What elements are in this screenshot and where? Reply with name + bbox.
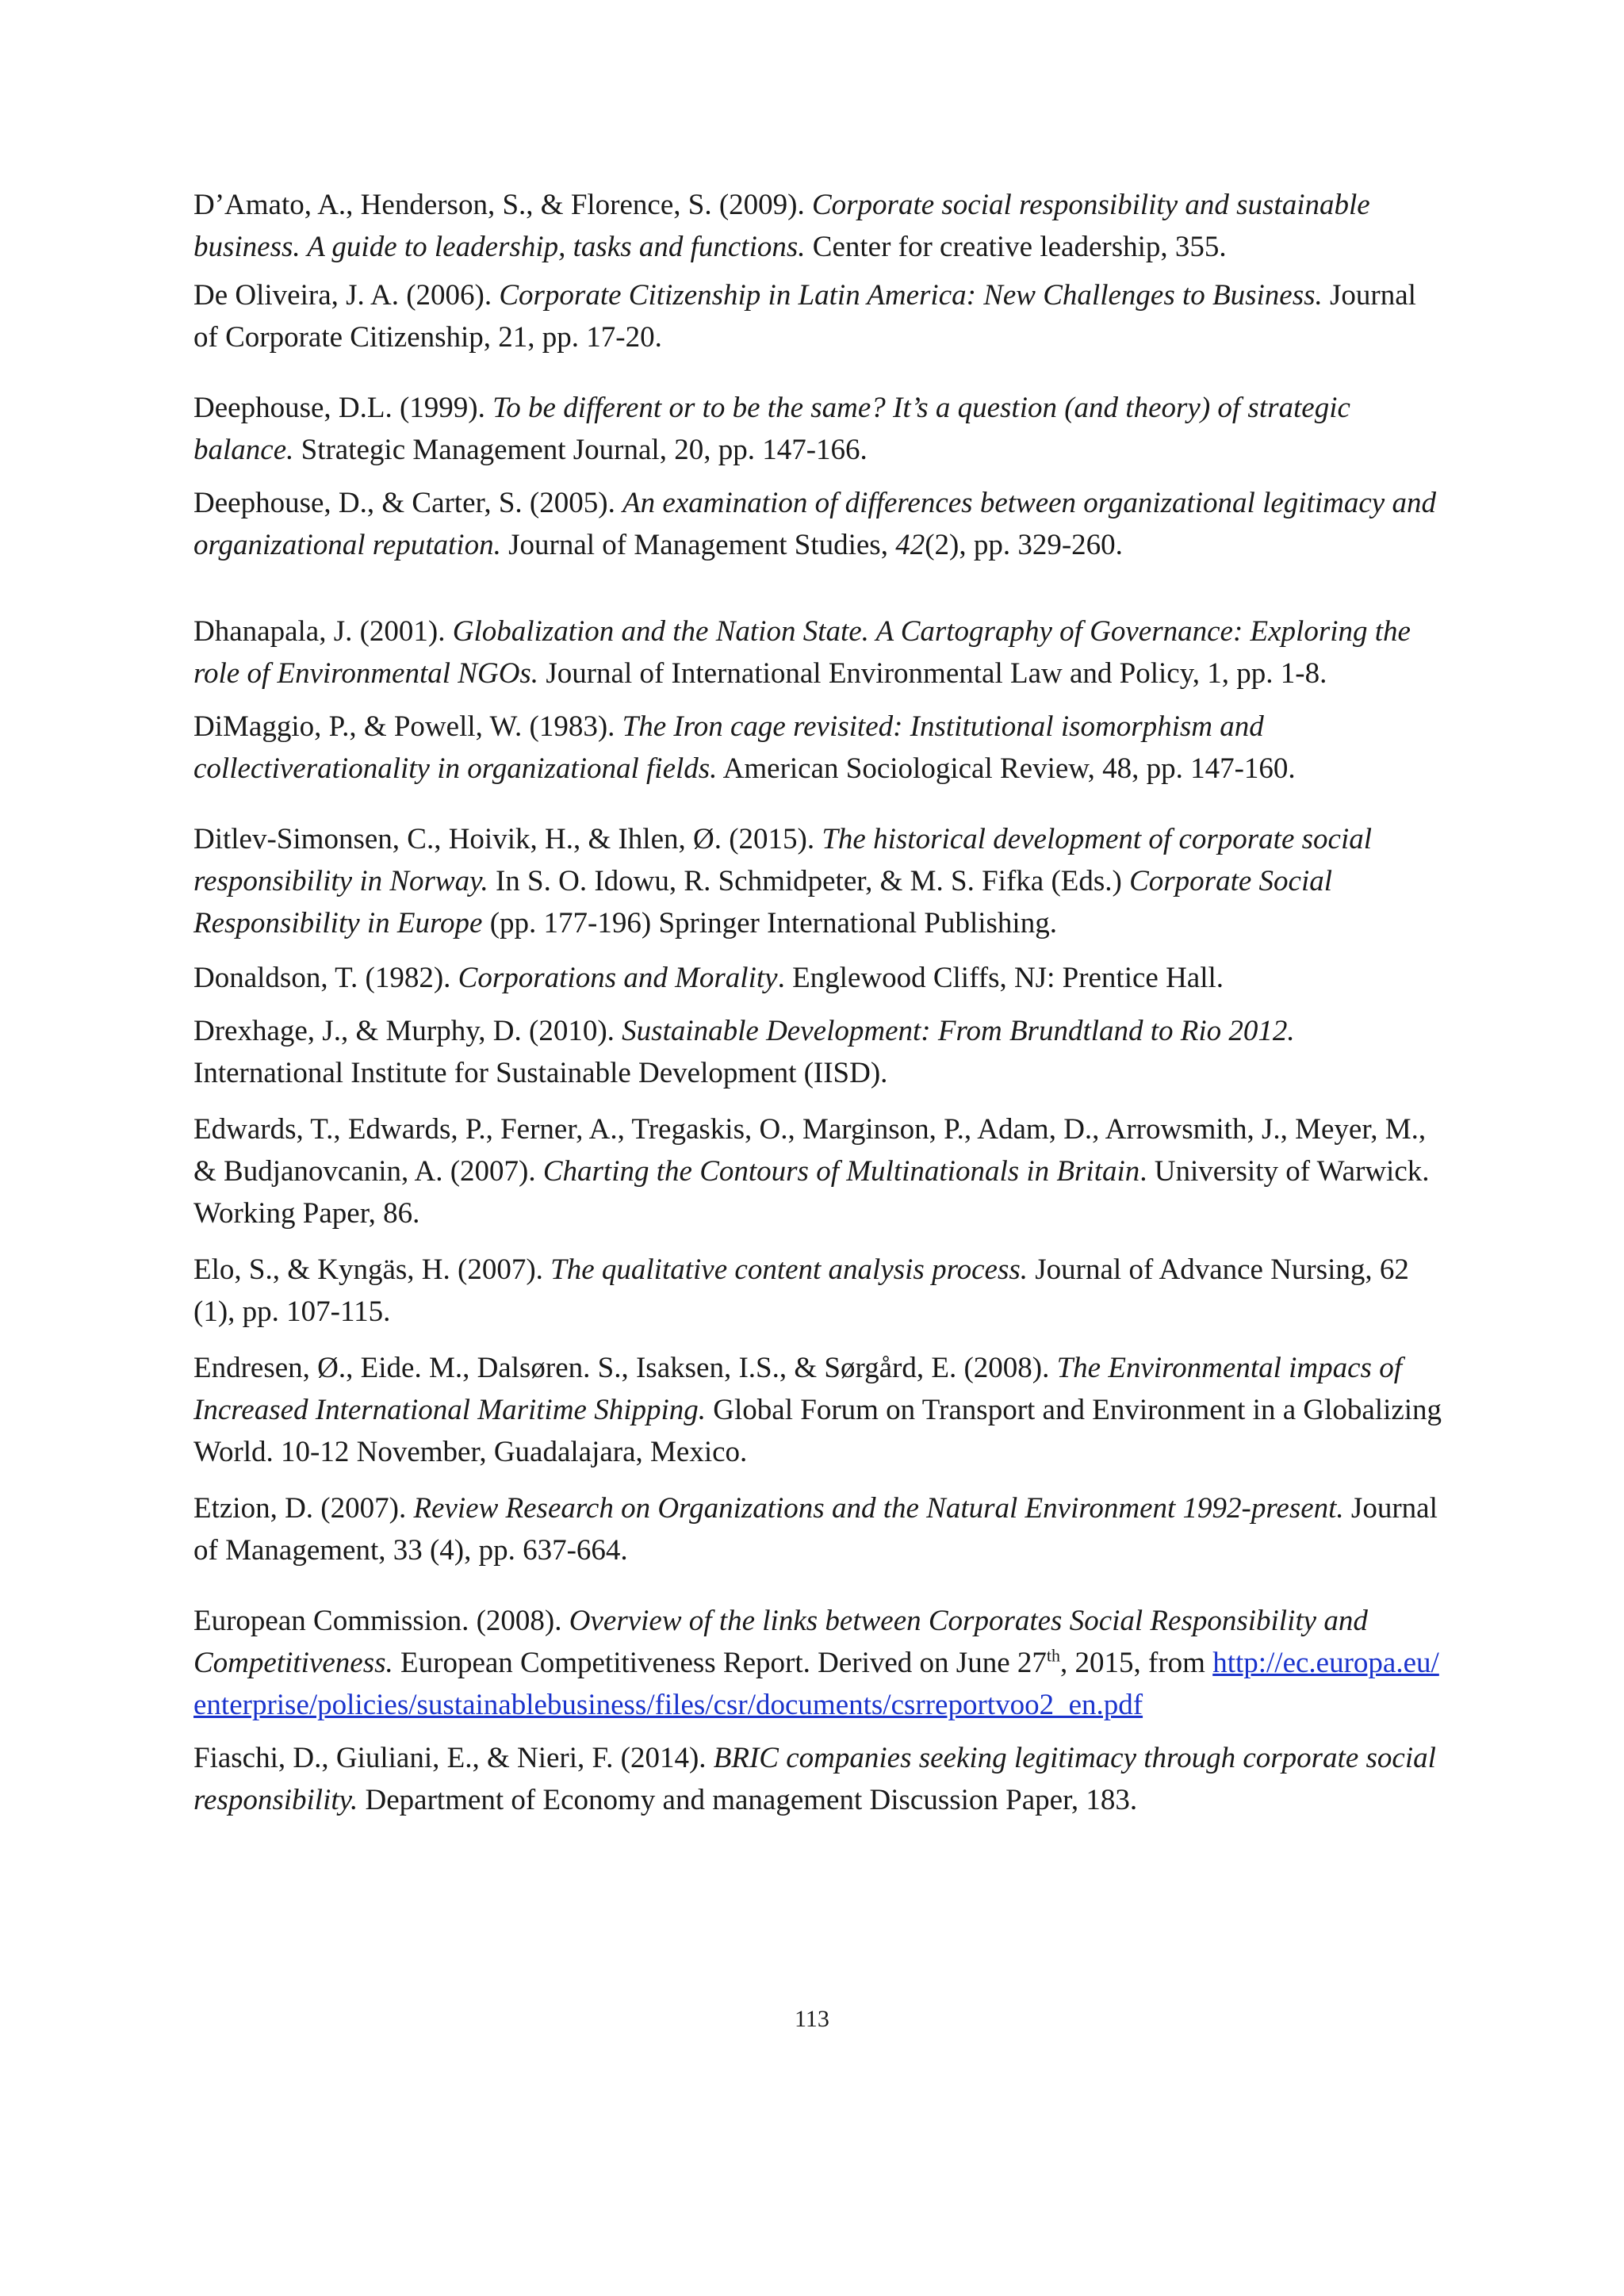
reference-title: 42 xyxy=(895,529,925,561)
reference-title: BRIC companies seeking legitimacy through corporate social responsibility. xyxy=(193,1742,1436,1816)
reference-text: Department of Economy and management Discussion Paper, 183. xyxy=(358,1784,1138,1816)
reference-text: (pp. 177-196) Springer International Publishing. xyxy=(482,907,1057,939)
reference-text: In S. O. Idowu, R. Schmidpeter, & M. S. Fifka (Eds.) xyxy=(488,865,1130,897)
superscript-text: th xyxy=(1046,1645,1060,1666)
reference-entry xyxy=(193,706,1442,790)
reference-text: Journal of Management, 33 (4), pp. 637-664. xyxy=(193,1492,1438,1567)
reference-list xyxy=(193,184,1442,1821)
reference-text: Drexhage, J., & Murphy, D. (2010). xyxy=(193,1015,622,1047)
reference-text: (2), pp. 329-260. xyxy=(925,529,1123,561)
reference-text: European Competitiveness Report. Derived on June 27 xyxy=(393,1647,1047,1679)
reference-title: To be different or to be the same? It’s a question (and theory) of strategic balance. xyxy=(193,392,1350,466)
reference-title: Corporate Citizenship in Latin America: New Challenges to Business. xyxy=(499,279,1323,312)
reference-text: Journal of Management Studies, xyxy=(500,529,896,561)
reference-entry xyxy=(193,1347,1442,1473)
reference-entry xyxy=(193,1600,1442,1726)
reference-text: International Institute for Sustainable Development (IISD). xyxy=(193,1057,888,1089)
reference-text: Strategic Management Journal, 20, pp. 147-166. xyxy=(293,434,868,466)
reference-text: Edwards, T., Edwards, P., Ferner, A., Tregaskis, O., Marginson, P., Adam, D., Arrowsmith, J., Meyer, M., & Budjanovcanin, A. (2007). xyxy=(193,1113,1427,1188)
reference-text: De Oliveira, J. A. (2006). xyxy=(193,279,500,312)
reference-entry xyxy=(193,387,1442,471)
reference-text: D’Amato, A., Henderson, S., & Florence, S. (2009). xyxy=(193,189,812,221)
reference-text: Donaldson, T. (1982). xyxy=(193,962,458,994)
reference-title: Globalization and the Nation State. A Cartography of Governance: Exploring the role of Environmental NGOs. xyxy=(193,615,1411,690)
reference-entry xyxy=(193,1487,1442,1571)
reference-text: Fiaschi, D., Giuliani, E., & Nieri, F. (2014). xyxy=(193,1742,714,1774)
reference-title: The historical development of corporate social responsibility in Norway. xyxy=(193,823,1373,897)
reference-entry xyxy=(193,610,1442,695)
reference-link[interactable]: http://ec.europa.eu/enterprise/policies/sustainablebusiness/files/csr/documents/csrreportvoo2_en.pdf xyxy=(193,1647,1439,1721)
reference-text: . Englewood Cliffs, NJ: Prentice Hall. xyxy=(777,962,1224,994)
reference-text: Endresen, Ø., Eide. M., Dalsøren. S., Isaksen, I.S., & Sørgård, E. (2008). xyxy=(193,1352,1057,1384)
reference-text: Deephouse, D., & Carter, S. (2005). xyxy=(193,487,623,519)
reference-text: Elo, S., & Kyngäs, H. (2007). xyxy=(193,1253,551,1286)
reference-text: Journal of Corporate Citizenship, 21, pp. 17-20. xyxy=(193,279,1416,354)
reference-entry xyxy=(193,184,1442,268)
reference-text: Center for creative leadership, 355. xyxy=(805,231,1227,263)
reference-entry xyxy=(193,1010,1442,1094)
reference-title: Corporations and Morality xyxy=(458,962,778,994)
reference-entry xyxy=(193,1249,1442,1333)
reference-title: Corporate social responsibility and sustainable business. A guide to leadership, tasks and functions. xyxy=(193,189,1370,263)
reference-text: European Commission. (2008). xyxy=(193,1605,569,1637)
reference-entry xyxy=(193,274,1442,358)
reference-text: Journal of International Environmental Law and Policy, 1, pp. 1-8. xyxy=(538,657,1327,690)
reference-text: , 2015, from xyxy=(1060,1647,1213,1679)
reference-title: Sustainable Development: From Brundtland to Rio 2012. xyxy=(622,1015,1295,1047)
reference-text: DiMaggio, P., & Powell, W. (1983). xyxy=(193,710,622,743)
reference-text: American Sociological Review, 48, pp. 147-160. xyxy=(717,752,1296,785)
reference-title: Charting the Contours of Multinationals in Britain xyxy=(542,1155,1140,1188)
reference-title: Review Research on Organizations and the Natural Environment 1992-present. xyxy=(413,1492,1344,1525)
reference-title: The qualitative content analysis process. xyxy=(550,1253,1028,1286)
reference-entry xyxy=(193,1737,1442,1821)
page-number: 113 xyxy=(795,2006,829,2032)
reference-entry xyxy=(193,957,1442,999)
reference-entry xyxy=(193,482,1442,566)
reference-text: Dhanapala, J. (2001). xyxy=(193,615,453,648)
reference-text: Global Forum on Transport and Environment in a Globalizing World. 10-12 November, Guadalajara, Mexico. xyxy=(193,1394,1442,1468)
reference-text: Ditlev-Simonsen, C., Hoivik, H., & Ihlen, Ø. (2015). xyxy=(193,823,822,855)
reference-title: The Iron cage revisited: Institutional isomorphism and collectiverationality in organizational fields. xyxy=(193,710,1264,785)
reference-text: Etzion, D. (2007). xyxy=(193,1492,414,1525)
reference-title: The Environmental impacs of Increased International Maritime Shipping. xyxy=(193,1352,1402,1426)
reference-entry xyxy=(193,818,1442,944)
reference-entry xyxy=(193,1108,1442,1234)
reference-text: Deephouse, D.L. (1999). xyxy=(193,392,493,424)
reference-text: . University of Warwick. Working Paper, 86. xyxy=(193,1155,1430,1230)
reference-title: An examination of differences between organizational legitimacy and organizational reputation. xyxy=(193,487,1436,561)
reference-title: Corporate Social Responsibility in Europe xyxy=(193,865,1333,939)
reference-title: Overview of the links between Corporates Social Responsibility and Competitiveness. xyxy=(193,1605,1368,1679)
reference-text: Journal of Advance Nursing, 62 (1), pp. 107-115. xyxy=(193,1253,1409,1328)
